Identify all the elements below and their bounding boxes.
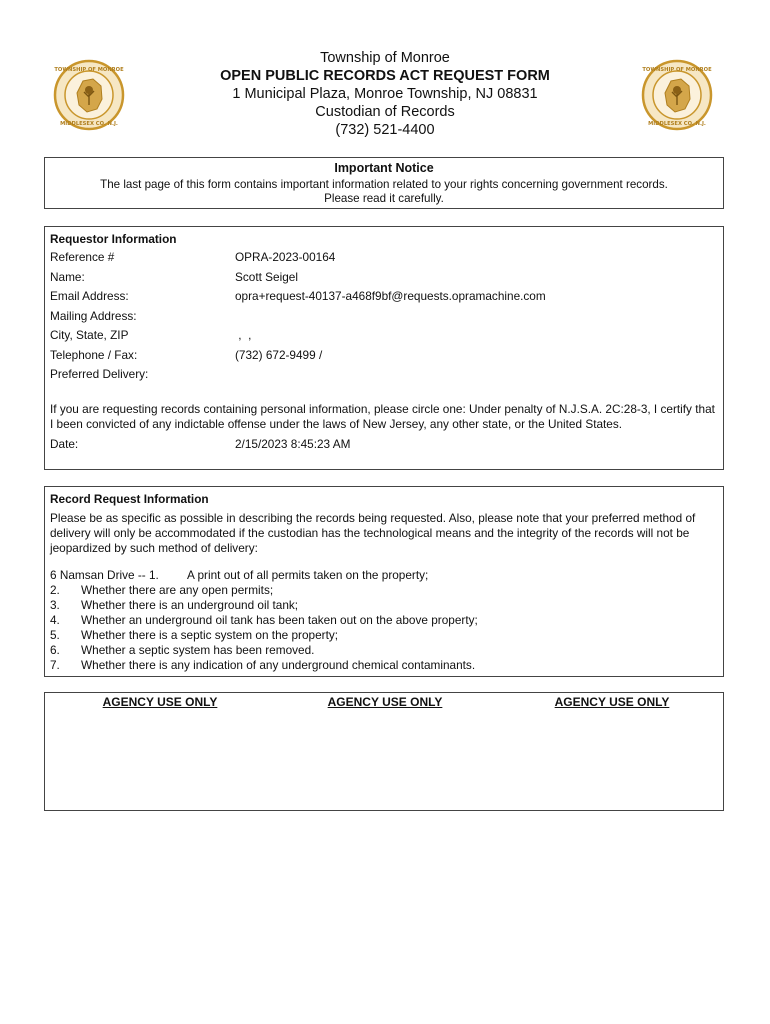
field-value: (732) 672-9499 /: [235, 347, 323, 362]
field-row-telephone: [50, 348, 718, 368]
record-intro-text: Please be as specific as possible in describing the records being requested. Also, please note that your preferred method of delivery will only be accommodated if the custodian has the technological means and the integrity of the records will not be jeopardized by such method of delivery:: [50, 511, 696, 555]
field-value: Scott Seigel: [235, 269, 298, 284]
field-value: , ,: [235, 328, 252, 342]
list-item: [50, 658, 718, 673]
item-text: Whether there is a septic system on the property;: [81, 628, 339, 642]
item-number: 4.: [50, 613, 60, 627]
requestor-information-box: [44, 226, 724, 470]
item-text: Whether there is any indication of any underground chemical contaminants.: [81, 658, 476, 672]
field-row-city-state-zip: [50, 328, 718, 348]
notice-line-2: Please read it carefully.: [324, 192, 444, 205]
request-prefix: 6 Namsan Drive -- 1.: [50, 568, 159, 582]
field-value: OPRA-2023-00164: [235, 250, 336, 264]
field-value: opra+request-40137-a468f9bf@requests.opramachine.com: [235, 289, 546, 303]
field-label: Reference #: [50, 250, 115, 264]
township-address: 1 Municipal Plaza, Monroe Township, NJ 08831: [232, 86, 538, 102]
requestor-section-title: Requestor Information: [50, 232, 177, 246]
record-section-title: Record Request Information: [50, 492, 209, 506]
list-item: [50, 568, 718, 583]
request-list: [50, 568, 718, 673]
item-number: 6.: [50, 643, 60, 657]
field-label: Name:: [50, 269, 85, 284]
seal-bottom-text: MIDDLESEX CO. N.J.: [648, 121, 706, 127]
item-number: 2.: [50, 583, 60, 597]
form-title: OPEN PUBLIC RECORDS ACT REQUEST FORM: [220, 68, 550, 84]
record-request-box: [44, 486, 724, 677]
township-phone: (732) 521-4400: [335, 122, 435, 138]
custodian-label: Custodian of Records: [315, 104, 455, 120]
field-row-name: [50, 270, 718, 290]
date-label: Date:: [50, 436, 79, 451]
field-row-email: [50, 289, 718, 309]
agency-use-label: AGENCY USE ONLY: [102, 695, 218, 709]
agency-use-label: AGENCY USE ONLY: [554, 695, 670, 709]
field-row-reference: [50, 250, 718, 270]
list-item: [50, 583, 718, 598]
item-text: Whether there is an underground oil tank;: [81, 598, 299, 612]
list-item: [50, 643, 718, 658]
important-notice-box: [44, 157, 724, 209]
list-item: [50, 598, 718, 613]
certification-text: If you are requesting records containing personal information, please circle one: Under penalty of N.J.S.A. 2C:28-3, I certify that I been convicted of any indictable offense under the laws of New Jersey, any other state, or the United States.: [50, 401, 715, 431]
field-row-preferred-delivery: [50, 367, 718, 387]
agency-use-box: [44, 692, 724, 811]
field-label: Telephone / Fax:: [50, 347, 138, 362]
township-name: Township of Monroe: [320, 50, 450, 66]
notice-line-1: The last page of this form contains important information related to your rights concerning government records.: [100, 178, 668, 191]
item-number: 3.: [50, 598, 60, 612]
seal-bottom-text: MIDDLESEX CO. N.J.: [60, 121, 118, 127]
item-text: Whether there are any open permits;: [81, 583, 274, 597]
notice-title: Important Notice: [334, 161, 434, 175]
township-seal-right: [641, 59, 713, 131]
item-number: 7.: [50, 658, 60, 672]
request-text: A print out of all permits taken on the property;: [187, 568, 429, 582]
list-item: [50, 613, 718, 628]
township-seal-left: [53, 59, 125, 131]
field-label: Email Address:: [50, 289, 129, 303]
agency-use-label: AGENCY USE ONLY: [327, 695, 443, 709]
list-item: [50, 628, 718, 643]
field-label: City, State, ZIP: [50, 328, 129, 342]
item-number: 5.: [50, 628, 60, 642]
form-header: [150, 49, 620, 139]
seal-top-text: TOWNSHIP OF MONROE: [54, 67, 124, 73]
seal-top-text: TOWNSHIP OF MONROE: [642, 67, 712, 73]
item-text: Whether a septic system has been removed.: [81, 643, 315, 657]
field-label: Preferred Delivery:: [50, 367, 149, 381]
field-row-mailing-address: [50, 309, 718, 329]
date-row: [50, 437, 718, 451]
date-value: 2/15/2023 8:45:23 AM: [235, 436, 351, 451]
item-text: Whether an underground oil tank has been taken out on the above property;: [81, 613, 478, 627]
field-label: Mailing Address:: [50, 308, 137, 323]
